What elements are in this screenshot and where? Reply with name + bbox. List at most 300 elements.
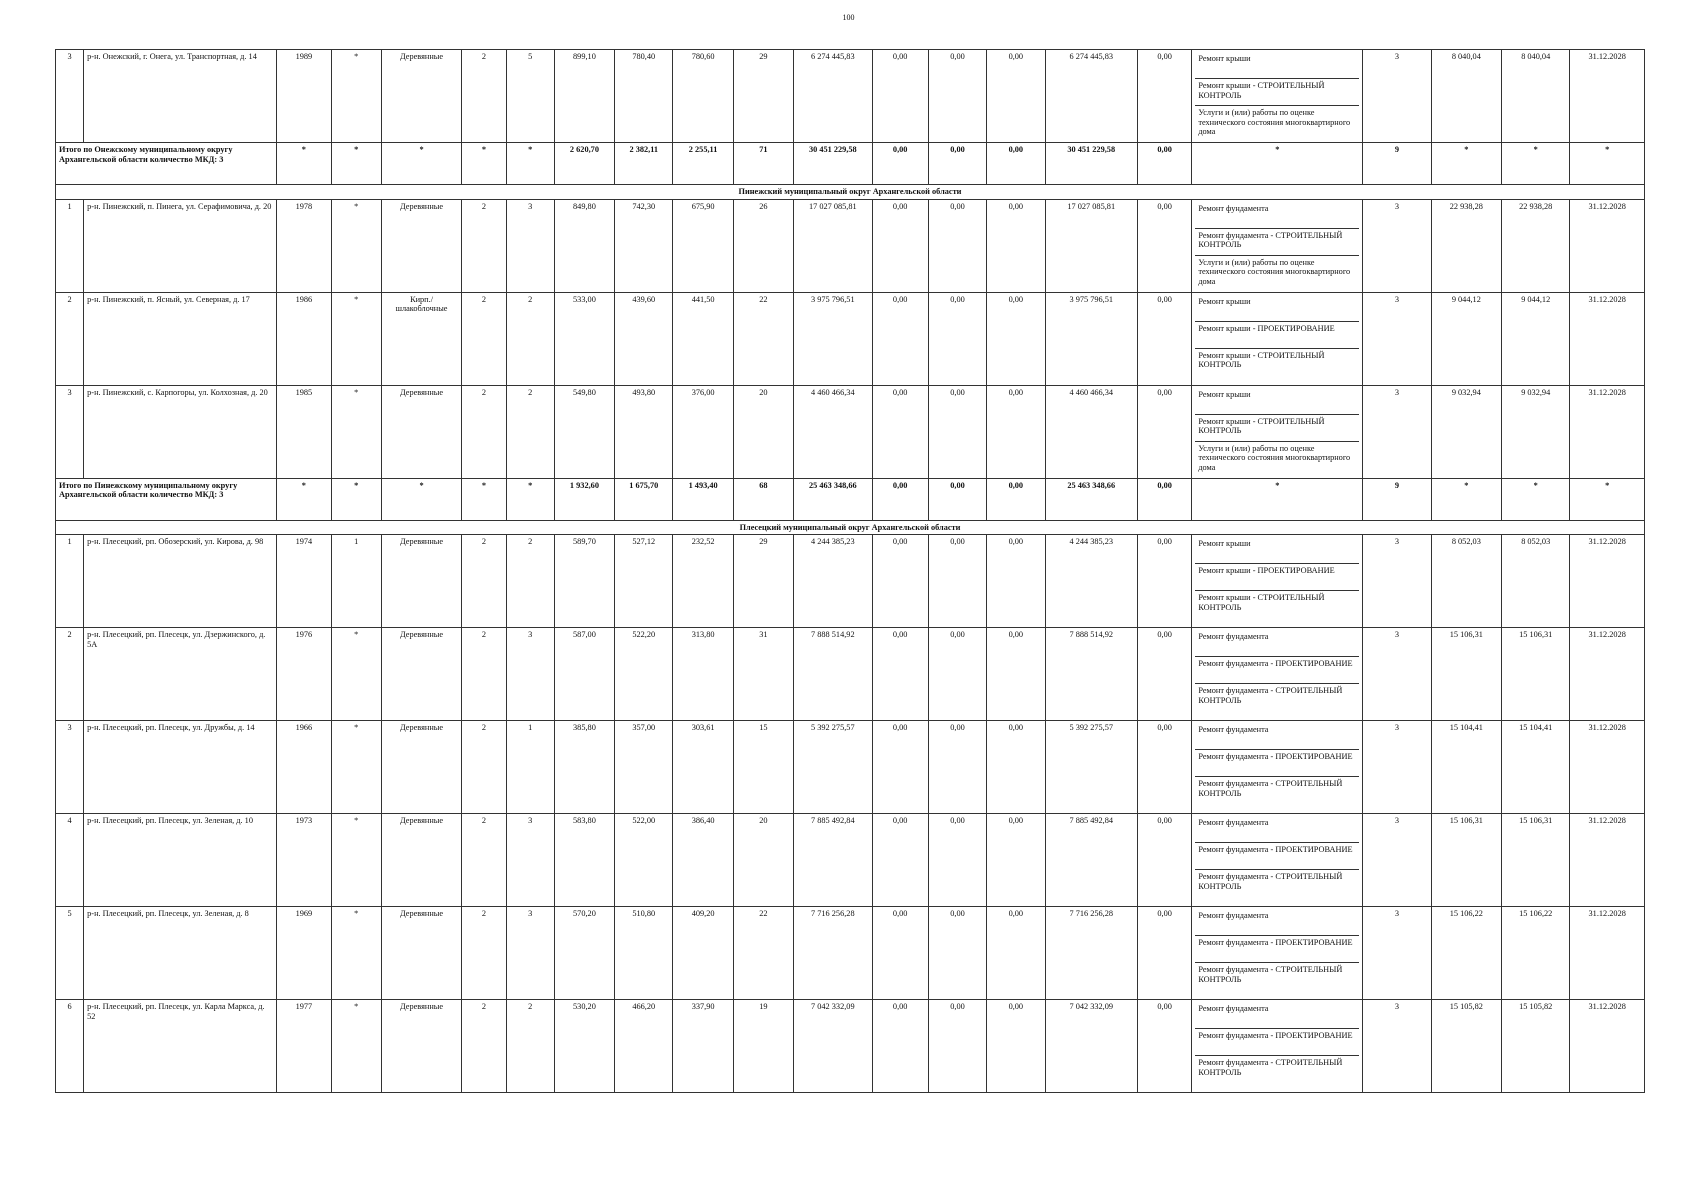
work-item: Ремонт фундамента (1195, 202, 1359, 229)
total-entr: * (506, 143, 554, 185)
work-item: Ремонт фундамента (1195, 816, 1359, 843)
cell-area_live: 510,80 (615, 907, 673, 1000)
address-cell: р-н. Плесецкий, рп. Плесецк, ул. Дружбы, д. 14 (84, 721, 277, 814)
cell-own: 7 888 514,92 (1045, 628, 1138, 721)
work-item: Услуги и (или) работы по оценке технического состояния многоквартирного дома (1198, 108, 1351, 137)
cell-year: 1989 (277, 50, 331, 143)
work-item: Ремонт фундамента - СТРОИТЕЛЬНЫЙ КОНТРОЛЬ (1198, 779, 1343, 798)
cell-date: 31.12.2028 (1570, 721, 1645, 814)
row-number: 3 (56, 721, 84, 814)
cell-price: 22 938,28 (1431, 199, 1501, 292)
total-cls: 9 (1363, 478, 1431, 520)
table-row (56, 535, 1645, 628)
total-wall: * (381, 143, 461, 185)
total-price: * (1431, 143, 1501, 185)
work-item: Ремонт фундамента (1195, 909, 1359, 936)
cell-cost: 5 392 275,57 (794, 721, 872, 814)
address-cell: р-н. Плесецкий, рп. Плесецк, ул. Зеленая, д. 8 (84, 907, 277, 1000)
work-item: Ремонт крыши (1195, 52, 1359, 79)
cell-area_live: 357,00 (615, 721, 673, 814)
work-item: Ремонт фундамента - ПРОЕКТИРОВАНИЕ (1195, 843, 1359, 870)
cell-year2: * (331, 628, 381, 721)
total-label: Итого по Онежскому муниципальному округу Архангельской области количество МКД: 3 (56, 143, 277, 185)
cell-wall: Деревянные (381, 199, 461, 292)
row-number: 1 (56, 535, 84, 628)
row-number: 4 (56, 814, 84, 907)
cell-residents: 29 (733, 50, 793, 143)
total-entr: * (506, 478, 554, 520)
cell-f4: 0,00 (1138, 907, 1192, 1000)
total-price_max: * (1502, 478, 1570, 520)
cell-entr: 3 (506, 907, 554, 1000)
cell-price: 15 105,82 (1431, 1000, 1501, 1093)
cell-year: 1977 (277, 1000, 331, 1093)
cell-year2: * (331, 199, 381, 292)
total-area: 2 620,70 (554, 143, 614, 185)
page-number: 100 (842, 13, 855, 22)
cell-price-max: 15 106,31 (1502, 628, 1570, 721)
cell-area_priv: 303,61 (673, 721, 733, 814)
repair-program-table (55, 49, 1645, 1093)
works-cell (1192, 292, 1363, 385)
cell-price-max: 9 032,94 (1502, 385, 1570, 478)
total-cost: 25 463 348,66 (794, 478, 872, 520)
cell-area_live: 742,30 (615, 199, 673, 292)
row-number: 1 (56, 199, 84, 292)
row-number: 3 (56, 385, 84, 478)
cell-own: 7 885 492,84 (1045, 814, 1138, 907)
cell-f3: 0,00 (987, 385, 1045, 478)
total-area_live: 1 675,70 (615, 478, 673, 520)
cell-residents: 19 (733, 1000, 793, 1093)
cell-residents: 29 (733, 535, 793, 628)
address-cell: р-н. Плесецкий, рп. Плесецк, ул. Карла Маркса, д. 52 (84, 1000, 277, 1093)
works-cell (1192, 814, 1363, 907)
works-cell (1192, 535, 1363, 628)
cell-f1: 0,00 (872, 907, 928, 1000)
cell-cost: 4 460 466,34 (794, 385, 872, 478)
cell-residents: 20 (733, 814, 793, 907)
cell-cost: 4 244 385,23 (794, 535, 872, 628)
cell-area: 583,80 (554, 814, 614, 907)
cell-residents: 22 (733, 292, 793, 385)
cell-f1: 0,00 (872, 535, 928, 628)
cell-residents: 22 (733, 907, 793, 1000)
cell-f2: 0,00 (928, 1000, 986, 1093)
cell-price: 15 106,22 (1431, 907, 1501, 1000)
work-item: Ремонт крыши - ПРОЕКТИРОВАНИЕ (1195, 322, 1359, 349)
cell-entr: 5 (506, 50, 554, 143)
cell-f3: 0,00 (987, 292, 1045, 385)
total-date: * (1570, 478, 1645, 520)
cell-price: 8 052,03 (1431, 535, 1501, 628)
cell-price: 15 104,41 (1431, 721, 1501, 814)
cell-cost: 17 027 085,81 (794, 199, 872, 292)
total-year: * (277, 478, 331, 520)
table-row (56, 814, 1645, 907)
cell-f2: 0,00 (928, 199, 986, 292)
work-item: Ремонт фундамента (1195, 630, 1359, 657)
work-item: Ремонт крыши - СТРОИТЕЛЬНЫЙ КОНТРОЛЬ (1195, 79, 1359, 106)
table-row (56, 907, 1645, 1000)
cell-year2: * (331, 385, 381, 478)
cell-f4: 0,00 (1138, 535, 1192, 628)
cell-date: 31.12.2028 (1570, 1000, 1645, 1093)
address-cell: р-н. Онежский, г. Онега, ул. Транспортная, д. 14 (84, 50, 277, 143)
cell-f4: 0,00 (1138, 50, 1192, 143)
cell-f3: 0,00 (987, 535, 1045, 628)
cell-year: 1966 (277, 721, 331, 814)
cell-own: 17 027 085,81 (1045, 199, 1138, 292)
table-row (56, 385, 1645, 478)
cell-wall: Деревянные (381, 907, 461, 1000)
cell-date: 31.12.2028 (1570, 199, 1645, 292)
cell-price-max: 15 106,22 (1502, 907, 1570, 1000)
cell-year2: * (331, 907, 381, 1000)
work-item: Ремонт крыши (1195, 295, 1359, 322)
total-works: * (1192, 478, 1363, 520)
cell-area: 589,70 (554, 535, 614, 628)
section-title: Плесецкий муниципальный округ Архангельской области (56, 520, 1645, 535)
cell-wall: Деревянные (381, 385, 461, 478)
cell-cls: 3 (1363, 292, 1431, 385)
cell-price: 8 040,04 (1431, 50, 1501, 143)
cell-price-max: 15 105,82 (1502, 1000, 1570, 1093)
cell-cost: 3 975 796,51 (794, 292, 872, 385)
cell-area_priv: 337,90 (673, 1000, 733, 1093)
cell-f1: 0,00 (872, 721, 928, 814)
cell-entr: 2 (506, 535, 554, 628)
cell-f1: 0,00 (872, 199, 928, 292)
cell-date: 31.12.2028 (1570, 385, 1645, 478)
cell-floors: 2 (462, 907, 506, 1000)
total-year2: * (331, 478, 381, 520)
cell-entr: 3 (506, 199, 554, 292)
cell-area_priv: 313,80 (673, 628, 733, 721)
total-f3: 0,00 (987, 143, 1045, 185)
cell-f4: 0,00 (1138, 1000, 1192, 1093)
cell-entr: 3 (506, 628, 554, 721)
cell-f2: 0,00 (928, 50, 986, 143)
cell-own: 4 460 466,34 (1045, 385, 1138, 478)
cell-f3: 0,00 (987, 199, 1045, 292)
cell-year: 1976 (277, 628, 331, 721)
cell-cls: 3 (1363, 721, 1431, 814)
total-price_max: * (1502, 143, 1570, 185)
cell-area: 533,00 (554, 292, 614, 385)
cell-area_priv: 232,52 (673, 535, 733, 628)
cell-f1: 0,00 (872, 814, 928, 907)
cell-f2: 0,00 (928, 385, 986, 478)
cell-cls: 3 (1363, 50, 1431, 143)
cell-area_priv: 409,20 (673, 907, 733, 1000)
work-item: Ремонт крыши - СТРОИТЕЛЬНЫЙ КОНТРОЛЬ (1198, 593, 1325, 612)
cell-floors: 2 (462, 535, 506, 628)
cell-f1: 0,00 (872, 1000, 928, 1093)
total-row (56, 478, 1645, 520)
cell-own: 3 975 796,51 (1045, 292, 1138, 385)
cell-f2: 0,00 (928, 292, 986, 385)
total-f4: 0,00 (1138, 478, 1192, 520)
cell-f1: 0,00 (872, 385, 928, 478)
address-cell: р-н. Пинежский, с. Карпогоры, ул. Колхозная, д. 20 (84, 385, 277, 478)
cell-floors: 2 (462, 814, 506, 907)
work-item: Ремонт фундамента - СТРОИТЕЛЬНЫЙ КОНТРОЛЬ (1198, 1058, 1343, 1077)
cell-own: 7 042 332,09 (1045, 1000, 1138, 1093)
table-row (56, 50, 1645, 143)
cell-price-max: 8 052,03 (1502, 535, 1570, 628)
cell-cls: 3 (1363, 628, 1431, 721)
cell-wall: Деревянные (381, 1000, 461, 1093)
cell-cost: 7 716 256,28 (794, 907, 872, 1000)
cell-f2: 0,00 (928, 907, 986, 1000)
work-item: Ремонт фундамента - ПРОЕКТИРОВАНИЕ (1195, 1029, 1359, 1056)
cell-price: 15 106,31 (1431, 814, 1501, 907)
cell-f1: 0,00 (872, 628, 928, 721)
cell-cost: 7 888 514,92 (794, 628, 872, 721)
total-floors: * (462, 143, 506, 185)
cell-year2: * (331, 1000, 381, 1093)
table-row (56, 628, 1645, 721)
cell-floors: 2 (462, 385, 506, 478)
cell-f3: 0,00 (987, 1000, 1045, 1093)
address-cell: р-н. Пинежский, п. Ясный, ул. Северная, д. 17 (84, 292, 277, 385)
total-cls: 9 (1363, 143, 1431, 185)
total-residents: 71 (733, 143, 793, 185)
address-cell: р-н. Плесецкий, рп. Плесецк, ул. Зеленая, д. 10 (84, 814, 277, 907)
cell-area: 849,80 (554, 199, 614, 292)
address-cell: р-н. Плесецкий, рп. Плесецк, ул. Дзержинского, д. 5А (84, 628, 277, 721)
cell-year: 1973 (277, 814, 331, 907)
row-number: 3 (56, 50, 84, 143)
cell-area: 587,00 (554, 628, 614, 721)
table-row (56, 1000, 1645, 1093)
cell-area_priv: 386,40 (673, 814, 733, 907)
work-item: Ремонт фундамента (1195, 723, 1359, 750)
cell-area_priv: 780,60 (673, 50, 733, 143)
cell-entr: 2 (506, 292, 554, 385)
cell-own: 5 392 275,57 (1045, 721, 1138, 814)
cell-year: 1986 (277, 292, 331, 385)
work-item: Ремонт фундамента - СТРОИТЕЛЬНЫЙ КОНТРОЛЬ (1195, 229, 1359, 256)
table-row (56, 199, 1645, 292)
cell-cls: 3 (1363, 199, 1431, 292)
works-cell (1192, 385, 1363, 478)
cell-wall: Деревянные (381, 50, 461, 143)
cell-year2: * (331, 292, 381, 385)
works-cell (1192, 721, 1363, 814)
work-item: Ремонт крыши - СТРОИТЕЛЬНЫЙ КОНТРОЛЬ (1198, 350, 1325, 370)
cell-date: 31.12.2028 (1570, 907, 1645, 1000)
cell-year: 1969 (277, 907, 331, 1000)
works-cell (1192, 1000, 1363, 1093)
row-number: 2 (56, 628, 84, 721)
cell-own: 7 716 256,28 (1045, 907, 1138, 1000)
total-f2: 0,00 (928, 143, 986, 185)
cell-residents: 31 (733, 628, 793, 721)
cell-f1: 0,00 (872, 292, 928, 385)
cell-price-max: 15 104,41 (1502, 721, 1570, 814)
total-f3: 0,00 (987, 478, 1045, 520)
cell-year2: * (331, 50, 381, 143)
cell-own: 6 274 445,83 (1045, 50, 1138, 143)
total-year: * (277, 143, 331, 185)
cell-date: 31.12.2028 (1570, 535, 1645, 628)
cell-price: 9 032,94 (1431, 385, 1501, 478)
row-number: 2 (56, 292, 84, 385)
cell-price: 9 044,12 (1431, 292, 1501, 385)
work-item: Ремонт фундамента - ПРОЕКТИРОВАНИЕ (1195, 936, 1359, 963)
cell-f3: 0,00 (987, 814, 1045, 907)
total-floors: * (462, 478, 506, 520)
total-own: 25 463 348,66 (1045, 478, 1138, 520)
cell-area_live: 466,20 (615, 1000, 673, 1093)
cell-year: 1974 (277, 535, 331, 628)
works-cell (1192, 50, 1363, 143)
cell-cost: 7 042 332,09 (794, 1000, 872, 1093)
total-area_priv: 1 493,40 (673, 478, 733, 520)
address-cell: р-н. Плесецкий, рп. Обозерский, ул. Кирова, д. 98 (84, 535, 277, 628)
work-item: Ремонт фундамента - СТРОИТЕЛЬНЫЙ КОНТРОЛЬ (1198, 872, 1343, 891)
cell-entr: 2 (506, 385, 554, 478)
cell-f4: 0,00 (1138, 292, 1192, 385)
cell-residents: 26 (733, 199, 793, 292)
cell-f4: 0,00 (1138, 814, 1192, 907)
total-f2: 0,00 (928, 478, 986, 520)
cell-f3: 0,00 (987, 721, 1045, 814)
total-own: 30 451 229,58 (1045, 143, 1138, 185)
cell-f2: 0,00 (928, 628, 986, 721)
cell-area_live: 527,12 (615, 535, 673, 628)
cell-f3: 0,00 (987, 50, 1045, 143)
cell-f4: 0,00 (1138, 385, 1192, 478)
cell-date: 31.12.2028 (1570, 292, 1645, 385)
total-wall: * (381, 478, 461, 520)
works-cell (1192, 907, 1363, 1000)
cell-wall: Деревянные (381, 628, 461, 721)
work-item: Ремонт фундамента - ПРОЕКТИРОВАНИЕ (1195, 750, 1359, 777)
cell-floors: 2 (462, 50, 506, 143)
work-item: Ремонт фундамента - ПРОЕКТИРОВАНИЕ (1195, 657, 1359, 684)
cell-cls: 3 (1363, 535, 1431, 628)
works-cell (1192, 199, 1363, 292)
cell-floors: 2 (462, 292, 506, 385)
total-f1: 0,00 (872, 478, 928, 520)
cell-price-max: 9 044,12 (1502, 292, 1570, 385)
cell-year2: * (331, 814, 381, 907)
total-year2: * (331, 143, 381, 185)
cell-area_live: 780,40 (615, 50, 673, 143)
cell-entr: 3 (506, 814, 554, 907)
row-number: 6 (56, 1000, 84, 1093)
cell-entr: 2 (506, 1000, 554, 1093)
cell-cls: 3 (1363, 1000, 1431, 1093)
cell-f2: 0,00 (928, 814, 986, 907)
table-row (56, 292, 1645, 385)
cell-date: 31.12.2028 (1570, 628, 1645, 721)
cell-area: 570,20 (554, 907, 614, 1000)
cell-date: 31.12.2028 (1570, 50, 1645, 143)
cell-area_live: 439,60 (615, 292, 673, 385)
cell-wall: Кирп./ шлакоблочные (381, 292, 461, 385)
cell-area_live: 522,20 (615, 628, 673, 721)
total-area: 1 932,60 (554, 478, 614, 520)
total-residents: 68 (733, 478, 793, 520)
cell-date: 31.12.2028 (1570, 814, 1645, 907)
table-row (56, 721, 1645, 814)
cell-area_priv: 376,00 (673, 385, 733, 478)
cell-cost: 7 885 492,84 (794, 814, 872, 907)
total-price: * (1431, 478, 1501, 520)
cell-entr: 1 (506, 721, 554, 814)
cell-f4: 0,00 (1138, 199, 1192, 292)
work-item: Ремонт фундамента - СТРОИТЕЛЬНЫЙ КОНТРОЛЬ (1198, 686, 1343, 705)
address-cell: р-н. Пинежский, п. Пинега, ул. Серафимовича, д. 20 (84, 199, 277, 292)
work-item: Ремонт крыши - СТРОИТЕЛЬНЫЙ КОНТРОЛЬ (1195, 415, 1359, 442)
cell-wall: Деревянные (381, 535, 461, 628)
cell-f4: 0,00 (1138, 721, 1192, 814)
cell-own: 4 244 385,23 (1045, 535, 1138, 628)
work-item: Ремонт фундамента - СТРОИТЕЛЬНЫЙ КОНТРОЛЬ (1198, 965, 1343, 984)
cell-cost: 6 274 445,83 (794, 50, 872, 143)
work-item: Ремонт крыши (1195, 537, 1359, 564)
cell-f3: 0,00 (987, 628, 1045, 721)
cell-residents: 15 (733, 721, 793, 814)
cell-area: 530,20 (554, 1000, 614, 1093)
cell-year2: * (331, 721, 381, 814)
cell-residents: 20 (733, 385, 793, 478)
cell-floors: 2 (462, 721, 506, 814)
section-header-row (56, 520, 1645, 535)
section-title: Пинежский муниципальный округ Архангельской области (56, 185, 1645, 200)
total-row (56, 143, 1645, 185)
total-works: * (1192, 143, 1363, 185)
section-header-row (56, 185, 1645, 200)
cell-area: 899,10 (554, 50, 614, 143)
cell-area_priv: 441,50 (673, 292, 733, 385)
cell-area_live: 493,80 (615, 385, 673, 478)
cell-year: 1978 (277, 199, 331, 292)
work-item: Услуги и (или) работы по оценке технического состояния многоквартирного дома (1198, 443, 1351, 472)
total-area_live: 2 382,11 (615, 143, 673, 185)
cell-price: 15 106,31 (1431, 628, 1501, 721)
total-date: * (1570, 143, 1645, 185)
cell-f2: 0,00 (928, 721, 986, 814)
cell-floors: 2 (462, 199, 506, 292)
work-item: Ремонт крыши - ПРОЕКТИРОВАНИЕ (1195, 564, 1359, 591)
cell-f2: 0,00 (928, 535, 986, 628)
cell-area: 549,80 (554, 385, 614, 478)
cell-cls: 3 (1363, 385, 1431, 478)
cell-wall: Деревянные (381, 721, 461, 814)
cell-floors: 2 (462, 1000, 506, 1093)
cell-floors: 2 (462, 628, 506, 721)
cell-f3: 0,00 (987, 907, 1045, 1000)
cell-area_priv: 675,90 (673, 199, 733, 292)
work-item: Услуги и (или) работы по оценке технического состояния многоквартирного дома (1198, 257, 1351, 286)
total-f4: 0,00 (1138, 143, 1192, 185)
cell-area_live: 522,00 (615, 814, 673, 907)
cell-year2: 1 (331, 535, 381, 628)
row-number: 5 (56, 907, 84, 1000)
total-f1: 0,00 (872, 143, 928, 185)
cell-price-max: 22 938,28 (1502, 199, 1570, 292)
cell-price-max: 15 106,31 (1502, 814, 1570, 907)
total-cost: 30 451 229,58 (794, 143, 872, 185)
cell-f1: 0,00 (872, 50, 928, 143)
cell-area: 385,80 (554, 721, 614, 814)
cell-price-max: 8 040,04 (1502, 50, 1570, 143)
